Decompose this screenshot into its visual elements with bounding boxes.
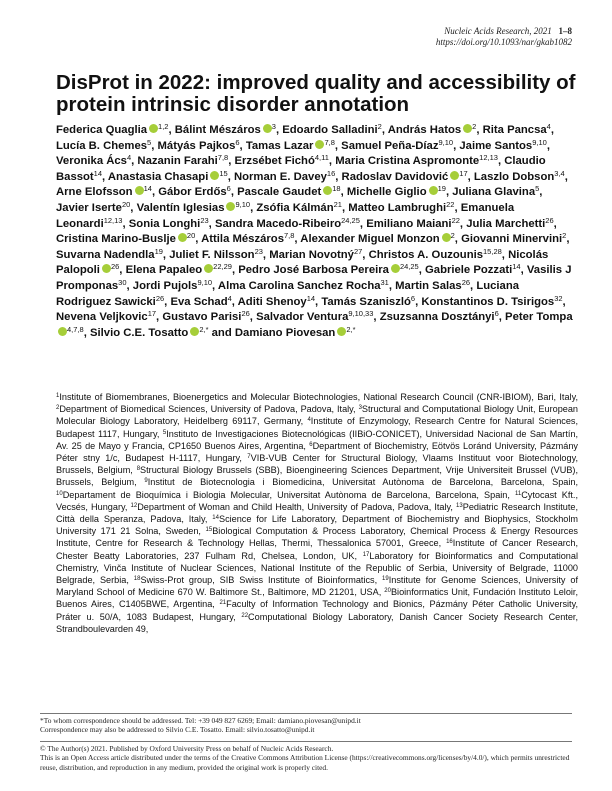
orcid-icon[interactable] xyxy=(323,186,332,195)
author xyxy=(347,186,446,198)
author xyxy=(256,311,373,323)
author-name: Javier Iserte xyxy=(56,201,122,214)
orcid-icon[interactable] xyxy=(263,124,272,133)
affiliation-number: 10 xyxy=(56,490,63,497)
affiliation-text: Faculty of Information Technology and Bionics, Pázmány Péter Catholic University, Práter u. 50/A, 1083 Budapest, Hungary, xyxy=(56,599,578,622)
author-affiliation-ref: 7,8 xyxy=(283,231,295,241)
author-affiliation-ref: 26 xyxy=(155,293,165,303)
author xyxy=(300,233,455,245)
author-affiliation-ref: 9,10 xyxy=(438,137,454,147)
author-name: Maria Cristina Aspromonte xyxy=(335,155,480,168)
author-name: Zsuzsanna Dosztányi xyxy=(379,311,495,324)
author-name: Juliet F. Nilsson xyxy=(169,248,255,261)
author xyxy=(233,168,336,183)
author-name: Mátyás Pajkos xyxy=(157,139,236,152)
author-name: András Hatos xyxy=(387,124,462,136)
author-name: Marian Novotný xyxy=(269,248,354,261)
author xyxy=(126,264,232,276)
author xyxy=(256,199,342,214)
author-affiliation-ref: 24,25 xyxy=(341,215,360,225)
author-name: Zsófia Kálmán xyxy=(256,201,334,214)
affiliation-number: 1 xyxy=(56,393,60,399)
author xyxy=(368,246,502,261)
author-affiliation-ref: 2 xyxy=(377,122,382,131)
affiliation-text: Structural and Computational Biology Unit, European Molecular Biology Laboratory, Heidelberg 69117, Germany, xyxy=(56,404,579,427)
author-affiliation-ref: 6 xyxy=(494,309,499,319)
author-affiliation-ref: 22 xyxy=(446,199,455,209)
author-affiliation-ref: 6 xyxy=(226,184,231,194)
license-rule xyxy=(40,741,572,742)
affiliation-text: Computational Biology Laboratory, Danish Cancer Society Research Center, Strandboulevarden 49, xyxy=(56,611,578,634)
author-affiliation-ref: 4 xyxy=(227,293,232,303)
author-affiliation-ref: 16 xyxy=(326,168,336,178)
author-name: Claudio Bassot xyxy=(56,155,546,183)
author xyxy=(107,168,228,183)
author-affiliation-ref: 31 xyxy=(380,277,389,287)
author-affiliation-ref: 17 xyxy=(147,309,157,319)
author-name: Alexander Miguel Monzon xyxy=(300,233,440,246)
author xyxy=(56,246,163,261)
affiliation-number: 18 xyxy=(133,576,141,583)
affiliations xyxy=(56,391,578,635)
orcid-icon[interactable] xyxy=(337,327,346,336)
author xyxy=(158,186,231,198)
author-affiliation-ref: 12,13 xyxy=(103,215,123,225)
author xyxy=(335,155,498,167)
author xyxy=(201,233,294,245)
author xyxy=(128,215,209,230)
journal-pages: 1–8 xyxy=(558,26,572,36)
affiliation-number: 7 xyxy=(247,454,251,461)
author xyxy=(137,155,228,167)
correspondence-note xyxy=(40,716,572,735)
author-affiliation-ref: 4 xyxy=(126,153,132,163)
author xyxy=(459,137,547,152)
author-name: Veronika Ács xyxy=(56,155,127,168)
author xyxy=(56,199,131,214)
author-affiliation-ref: 12,13 xyxy=(479,153,498,163)
author-affiliation-ref: 9,10 xyxy=(532,137,547,147)
author xyxy=(395,277,471,292)
author-name: Julia Marchetti xyxy=(466,217,546,230)
author xyxy=(162,311,249,323)
affiliation-text: Swiss-Prot group, SIB Swiss Institute of Bioinformatics, xyxy=(140,575,378,586)
author-name: Gábor Erdős xyxy=(158,186,227,199)
author xyxy=(234,324,356,339)
affiliation-number: 8 xyxy=(136,466,141,473)
affiliation-text: Laboratory for Bioinformatics and Computational Chemistry, Vinča Institute of Nuclear Sciences, National Institute of the Republic of Serbia, University of Belgrade, 11000 Belgrade, Serbia, xyxy=(56,550,578,586)
orcid-icon[interactable] xyxy=(450,171,459,180)
author xyxy=(169,246,263,261)
author-affiliation-ref: 26 xyxy=(110,262,120,272)
author-name: Gustavo Parisi xyxy=(162,311,242,324)
affiliation-text: Institute of Enzymology, Research Centre for Natural Sciences, Budapest 1117, Hungary, xyxy=(56,416,579,439)
author xyxy=(388,124,477,136)
author-name: Martin Salas xyxy=(395,279,462,292)
author xyxy=(56,124,168,136)
author-affiliation-ref: 9,10,33 xyxy=(348,309,374,319)
author-name: Laszlo Dobson xyxy=(473,170,555,183)
author xyxy=(341,137,454,152)
affiliation-text: Cytocast Kft., Vecsés, Hungary, xyxy=(56,489,578,512)
author-affiliation-ref: 7,8 xyxy=(217,153,229,163)
author-name: Konstantinos D. Tsirigos xyxy=(421,295,555,308)
author-affiliation-ref: 2 xyxy=(450,231,455,241)
author xyxy=(425,264,521,276)
author xyxy=(237,293,316,308)
affiliation-number: 14 xyxy=(212,515,219,522)
affiliation-number: 4 xyxy=(307,417,311,424)
correspondence-line: *To whom correspondence should be addressed. Tel: +39 049 827 6269; Email: damiano.piovesan@unipd.it xyxy=(40,716,361,725)
affiliation-number: 21 xyxy=(219,600,227,607)
author-name: Arne Elofsson xyxy=(56,186,133,199)
author xyxy=(157,137,240,152)
author xyxy=(461,233,566,245)
author-joiner: and xyxy=(211,326,232,339)
orcid-icon[interactable] xyxy=(102,264,111,273)
author-affiliation-ref: 22,29 xyxy=(213,262,232,272)
orcid-icon[interactable] xyxy=(58,327,67,336)
author-affiliation-ref: 15 xyxy=(219,168,228,178)
author-affiliation-ref: 14 xyxy=(306,293,316,303)
affiliation-text: VIB-VUB Center for Structural Biology, Vlaams Instituut voor Biotechnology, Brussels, Belgium, xyxy=(56,453,578,476)
author-name: Damiano Piovesan xyxy=(234,326,336,339)
author xyxy=(421,293,563,308)
author-name: Christos A. Ouzounis xyxy=(368,248,484,261)
affiliation-number: 20 xyxy=(384,588,391,595)
affiliation-number: 5 xyxy=(162,429,167,436)
author-name: Jordi Pujols xyxy=(132,279,198,292)
orcid-icon[interactable] xyxy=(135,186,144,195)
affiliation-number: 15 xyxy=(205,527,213,534)
author-name: Juliana Glavina xyxy=(452,186,536,199)
author-name: Radoslav Davidović xyxy=(341,170,449,183)
affiliation-number: 17 xyxy=(362,551,370,558)
author-affiliation-ref: 9,10 xyxy=(235,199,251,209)
copyright-line: © The Author(s) 2021. Published by Oxford University Press on behalf of Nucleic Acids Research. xyxy=(40,744,334,753)
author-name: Sonia Longhi xyxy=(128,217,201,230)
author-name: Salvador Ventura xyxy=(256,311,349,324)
author-affiliation-ref: 5 xyxy=(535,184,540,194)
author-affiliation-ref: 23 xyxy=(254,246,263,256)
affiliation-text: Department of Woman and Child Health, University of Padova, Padova, Italy, xyxy=(137,501,453,512)
author xyxy=(366,215,460,230)
affiliation-number: 19 xyxy=(382,576,389,583)
affiliation xyxy=(131,502,453,512)
affiliation-number: 2 xyxy=(56,405,60,412)
orcid-icon[interactable] xyxy=(391,264,400,273)
author-affiliation-ref: 27 xyxy=(353,246,363,256)
author-affiliation-ref: 7,8 xyxy=(324,137,335,147)
affiliation-text: Biological Computation & Process Laboratory, Chemical Process & Energy Resources Institute, Centre for Research & Technology Hellas, Thermi, Thessalonica 57001, Greece, xyxy=(56,526,578,549)
author-affiliation-ref: 17 xyxy=(459,168,468,178)
author-name: Elena Papaleo xyxy=(125,264,203,277)
author xyxy=(56,311,156,323)
author-affiliation-ref: 2,* xyxy=(199,324,209,334)
author-name: Alma Carolina Sanchez Rocha xyxy=(217,279,381,292)
author-name: Bálint Mészáros xyxy=(174,124,261,136)
author xyxy=(380,311,499,323)
author-name: Suvarna Nadendla xyxy=(56,248,155,261)
author-affiliation-ref: 3 xyxy=(271,122,276,131)
author-affiliation-ref: 5 xyxy=(147,137,152,147)
author-affiliation-ref: 6 xyxy=(235,137,240,147)
author xyxy=(245,137,335,152)
author-affiliation-ref: 21 xyxy=(333,199,342,209)
author xyxy=(217,277,389,292)
author-name: Rita Pancsa xyxy=(482,124,547,136)
orcid-icon[interactable] xyxy=(178,233,187,242)
author-affiliation-ref: 3,4 xyxy=(554,168,565,178)
author xyxy=(175,124,276,136)
author xyxy=(238,264,418,276)
affiliation-text: Instituto de Investigaciones Biotecnológicas (IIBiO-CONICET), Universidad Nacional de San Martín, Av. 25 de Mayo y Francia, CP1650 Buenos Aires, Argentina, xyxy=(56,428,578,451)
author-affiliation-ref: 23 xyxy=(200,215,209,225)
author-name: Norman E. Davey xyxy=(233,170,327,183)
affiliation-text: Institute of Cancer Research, Chester Beatty Laboratories, 237 Fulham Rd, Chelsea, London, UK, xyxy=(56,538,578,561)
affiliation-text: Pediatric Research Institute, Città della Speranza, Padova, Italy, xyxy=(56,501,578,525)
author-name: Tamás Szaniszló xyxy=(321,295,411,308)
author-affiliation-ref: 15,28 xyxy=(483,246,502,256)
author xyxy=(56,186,152,198)
author-name: Emiliano Maiani xyxy=(366,217,452,230)
author-affiliation-ref: 2 xyxy=(562,231,567,241)
author-name: Emanuela Leonardi xyxy=(56,201,515,230)
author-affiliation-ref: 20 xyxy=(186,231,196,241)
author-affiliation-ref: 14 xyxy=(143,184,152,194)
author-affiliation-ref: 4,7,8 xyxy=(67,324,84,334)
affiliation-text: Institut de Biotecnologia i Biomedicina, Universitat Autònoma de Barcelona, Barcelona, Spain, xyxy=(147,477,578,488)
orcid-icon[interactable] xyxy=(429,186,438,195)
author-name: Gabriele Pozzati xyxy=(425,264,513,277)
author xyxy=(341,168,468,183)
author-name: Pedro José Barbosa Pereira xyxy=(238,264,389,277)
author-affiliation-ref: 9,10 xyxy=(197,277,213,287)
affiliation-number: 3 xyxy=(358,405,362,412)
author xyxy=(269,246,363,261)
affiliation-number: 22 xyxy=(241,612,249,619)
author-affiliation-ref: 4 xyxy=(546,122,551,131)
author-name: Matteo Lambrughi xyxy=(348,201,447,214)
author-affiliation-ref: 19 xyxy=(437,184,446,194)
author-name: Vasilis J Promponas xyxy=(56,264,572,292)
author-affiliation-ref: 2,* xyxy=(346,324,356,334)
orcid-icon[interactable] xyxy=(149,124,158,133)
author-name: Nazanin Farahi xyxy=(137,155,218,168)
affiliation-number: 6 xyxy=(309,441,313,448)
orcid-icon[interactable] xyxy=(210,171,219,180)
affiliation-number: 12 xyxy=(130,502,138,509)
author-affiliation-ref: 32 xyxy=(554,293,563,303)
affiliation-number: 13 xyxy=(456,502,463,509)
author-affiliation-ref: 30 xyxy=(118,277,127,287)
author xyxy=(235,155,329,167)
author-affiliation-ref: 14 xyxy=(512,262,521,272)
author xyxy=(214,215,360,230)
affiliation-text: Science for Life Laboratory, Department of Biochemistry and Biophysics, Stockholm University 171 21 Solna, Sweden, xyxy=(56,514,578,537)
author xyxy=(132,277,213,292)
author-name: Lucía B. Chemes xyxy=(56,139,148,152)
author-affiliation-ref: 2 xyxy=(472,122,477,131)
author-name: Anastasia Chasapi xyxy=(107,170,209,183)
author-list: Federica Quaglia $^{1,2}$, Bálint Mészáros $^3$, Edoardo Salladini$^2$, András Hatos $^2$, Rita Pancsa$^4$, Lucía B. Chemes$^5$, Mátyás Pajkos$^6$, Tamas Lazar $^{7,8}$, Samuel Peña-Díaz$^{9,10}$, Jaime Santos$^{9,10}$, Veronika Ács$^4$, Nazanin Farahi$^{7,8}$, Erzsébet Fichó$^{4,11}$, Maria Cristina Aspromonte$^{12,13}$, Claudio Bassot$^{14}$, Anastasia Chasapi $^{15}$, Norman E. Davey$^{16}$, Radoslav Davidović $^{17}$, Laszlo Dobson$^{3,4}$, Arne Elofsson $^{14}$, Gábor Erdős$^6$, Pascale Gaudet $^{18}$, Michelle Giglio $^{19}$, Juliana Glavina$^5$, Javier Iserte$^{20}$, Valentín Iglesias $^{9,10}$, Zsófia Kálmán$^{21}$, Matteo Lambrughi$^{22}$, Emanuela Leonardi$^{12,13}$, Sonia Longhi$^{23}$, Sandra Macedo-Ribeiro$^{24,25}$, Emiliano Maiani$^{22}$, Julia Marchetti$^{26}$, Cristina Marino-Buslje $^{20}$, Attila Mészáros$^{7,8}$, Alexander Miguel Monzon $^2$, Giovanni Minervini$^2$, Suvarna Nadendla$^{19}$, Juliet F. Nilsson$^{23}$, Marian Novotný$^{27}$, Christos A. Ouzounis$^{15,28}$, Nicolás Palopoli $^{26}$, Elena Papaleo $^{22,29}$, Pedro José Barbosa Pereira $^{24,25}$, Gabriele Pozzati$^{14}$, Vasilis J Promponas$^{30}$, Jordi Pujols$^{9,10}$, Alma Carolina Sanchez Rocha$^{31}$, Martin Salas$^{26}$, Luciana Rodriguez Sawicki$^{26}$, Eva Schad$^4$, Aditi Shenoy$^{14}$, Tamás Szaniszló$^6$, Konstantinos D. Tsirigos$^{32}$, Nevena Veljkovic$^{17}$, Gustavo Parisi$^{26}$, Salvador Ventura$^{9,10,33}$, Zsuzsanna Dosztányi$^6$, Peter Tompa$^{4,7,8}$, Silvio C.E. Tosatto $^{2,*}$ and Damiano Piovesan $^{2,*}$ xyxy=(56,122,573,339)
orcid-icon[interactable] xyxy=(442,233,451,242)
license-note xyxy=(40,744,572,772)
paper-title: DisProt in 2022: improved quality and accessibility of protein intrinsic disorder annotation xyxy=(56,71,576,116)
author-affiliation-ref: 24,25 xyxy=(399,262,419,272)
author-name: Cristina Marino-Buslje xyxy=(56,233,176,246)
author-name: Nevena Veljkovic xyxy=(56,311,148,324)
author-affiliation-ref: 6 xyxy=(410,293,416,303)
author-affiliation-ref: 20 xyxy=(121,199,131,209)
author-name: Eva Schad xyxy=(170,295,228,308)
author-name: Nicolás Palopoli xyxy=(56,248,549,277)
affiliation-number: 11 xyxy=(514,490,522,497)
author xyxy=(89,324,209,339)
author xyxy=(136,199,251,214)
author xyxy=(321,293,416,308)
journal-header xyxy=(436,26,572,48)
author-affiliation-ref: 18 xyxy=(332,184,341,194)
author-name: Edoardo Salladini xyxy=(282,124,378,136)
author-name: Silvio C.E. Tosatto xyxy=(89,326,189,339)
author-affiliation-ref: 26 xyxy=(241,309,250,319)
orcid-icon[interactable] xyxy=(463,124,472,133)
author-affiliation-ref: 26 xyxy=(545,215,554,225)
author-name: Peter Tompa xyxy=(505,311,573,324)
journal-doi[interactable]: https://doi.org/10.1093/nar/gkab1082 xyxy=(435,37,572,47)
author xyxy=(56,155,131,167)
author xyxy=(483,124,551,136)
author-name: Tamas Lazar xyxy=(245,139,314,152)
author xyxy=(473,168,565,183)
author xyxy=(348,199,455,214)
author-name: Sandra Macedo-Ribeiro xyxy=(214,217,342,230)
affiliation-number: 16 xyxy=(446,539,453,546)
author-affiliation-ref: 14 xyxy=(93,168,103,178)
author xyxy=(452,186,539,198)
affiliation-text: Department of Biochemistry, Eötvös Loránd University, Pázmány Péter stny 1/c, Budapest H-1117, Hungary, xyxy=(56,440,578,464)
author-name: Michelle Giglio xyxy=(346,186,427,199)
author xyxy=(237,186,341,198)
author-name: Valentín Iglesias xyxy=(136,201,225,214)
affiliation xyxy=(56,404,356,414)
author xyxy=(56,137,152,152)
affiliation-text: Departament de Bioquímica i Biologia Molecular, Universitat Autònoma de Barcelona, Barcelona, Spain, xyxy=(62,489,510,500)
journal-name: Nucleic Acids Research, 2021 xyxy=(444,26,552,36)
author-name: Aditi Shenoy xyxy=(237,295,307,308)
orcid-icon[interactable] xyxy=(190,327,199,336)
affiliation xyxy=(144,477,578,487)
affiliation-text: Bioinformatics Unit, Fundación Instituto Leloir, Buenos Aires, C1405BWE, Argentina, xyxy=(56,587,578,610)
author-affiliation-ref: 4,11 xyxy=(314,153,329,163)
author-name: Giovanni Minervini xyxy=(461,233,563,246)
author xyxy=(282,124,382,136)
correspondence-line: Correspondence may also be addressed to Silvio C.E. Tosatto. Email: silvio.tosatto@unipd.it xyxy=(40,725,315,735)
author-affiliation-ref: 26 xyxy=(461,277,471,287)
author-name: Pascale Gaudet xyxy=(237,186,322,199)
author-name: Federica Quaglia xyxy=(56,124,148,136)
affiliation xyxy=(134,575,377,585)
affiliation-text: Structural Biology Brussels (SBB), Bioengineering Sciences Department, Vrije Universiteit Brussel (VUB), Brussels, Belgium, xyxy=(56,465,579,488)
author-name: Luciana Rodriguez Sawicki xyxy=(56,279,520,308)
affiliation-text: Institute for Genome Sciences, University of Maryland School of Medicine 670 W. Baltimore St., Baltimore, MD 21201, USA, xyxy=(56,575,578,598)
affiliation xyxy=(56,392,578,402)
license-text: This is an Open Access article distributed under the terms of the Creative Commons Attribution License (https://creativecommons.org/licenses/by/4.0/), which permits unrestricted reuse, distribution, and reproduction in any medium, provided the original work is properly cited. xyxy=(40,753,570,772)
affiliation xyxy=(56,490,510,500)
footnote-rule xyxy=(40,713,572,714)
author xyxy=(56,233,195,245)
author-affiliation-ref: 22 xyxy=(451,215,460,225)
author-name: Attila Mészáros xyxy=(201,233,284,246)
author-affiliation-ref: 19 xyxy=(154,246,163,256)
author-name: Samuel Peña-Díaz xyxy=(341,139,439,152)
author-name: Jaime Santos xyxy=(459,139,533,152)
affiliation-text: Department of Biomedical Sciences, University of Padova, Padova, Italy, xyxy=(59,404,356,415)
author xyxy=(170,293,232,308)
affiliation-text: Institute of Biomembranes, Bioenergetics and Molecular Biotechnologies, National Research Council (CNR-IBIOM), Bari, Italy, xyxy=(59,392,578,402)
author-name: Erzsébet Fichó xyxy=(234,155,315,168)
orcid-icon[interactable] xyxy=(204,264,213,273)
author-affiliation-ref: 1,2 xyxy=(158,122,169,131)
author xyxy=(466,215,554,230)
affiliation-number: 9 xyxy=(144,478,148,485)
